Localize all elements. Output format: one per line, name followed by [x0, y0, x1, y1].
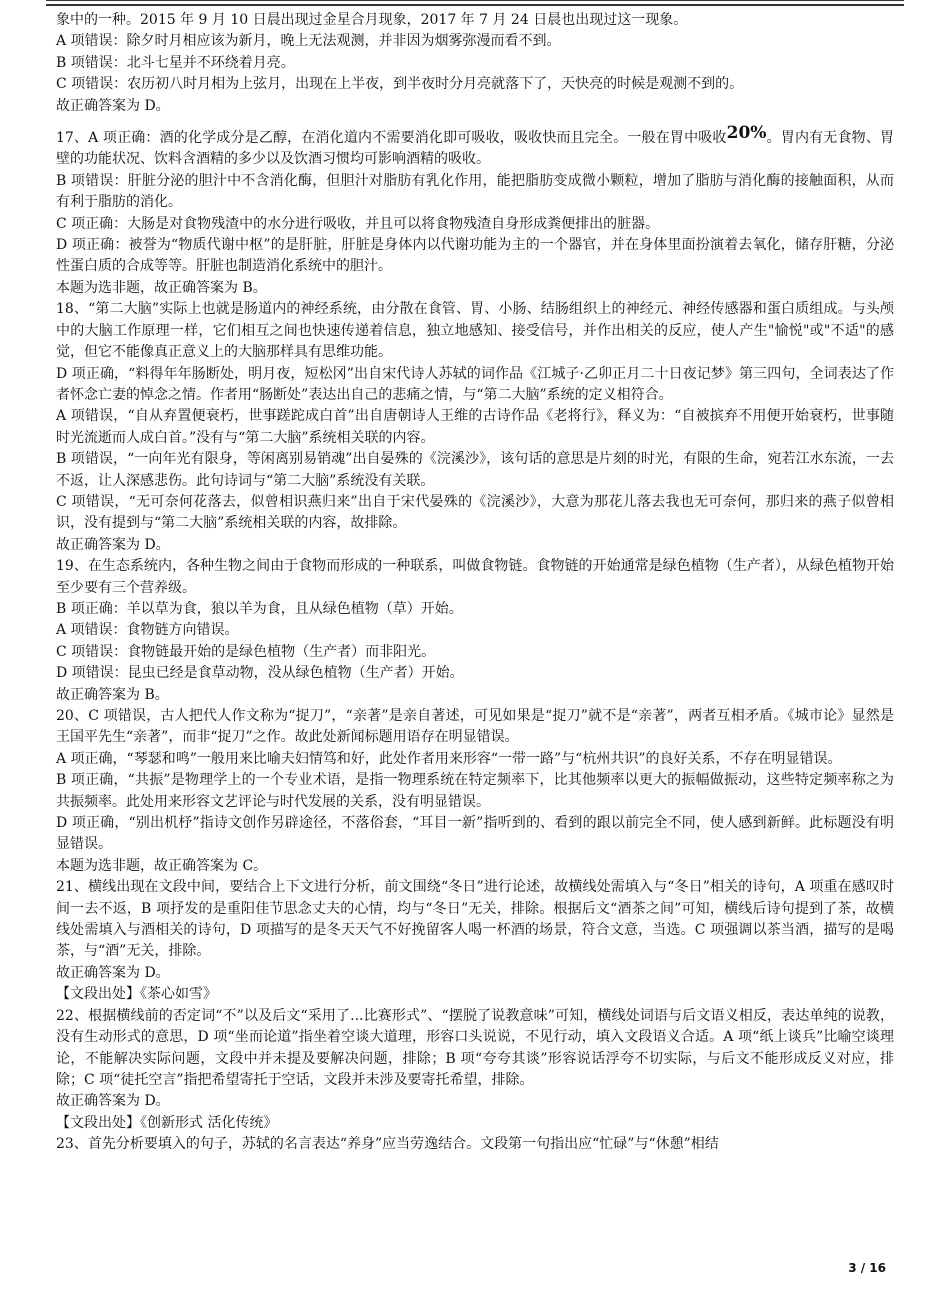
paragraph-text: 22、根据横线前的否定词“不”以及后文“采用了...比赛形式”、“摆脱了说教意味”可知，横线处词语与后文语义相反，表达单纯的说教，没有生动形式的意思，D 项“坐而论道”指坐着空谈大道理，形容口头说说，不见行动，填入文段语义合适。A 项“纸上谈兵”比喻空谈理论，不能解决实际问题，文段中并未提及要解决问题，排除；B 项“夸夸其谈”形容说话浮夸不切实际，与后文不能形成反义对应，排除；C 项“徒托空言”指把希望寄托于空话，文段并未涉及要寄托希望，排除。 — [56, 1007, 894, 1088]
text-paragraph — [56, 214, 894, 235]
paragraph-text: C 项错误，“无可奈何花落去，似曾相识燕归来”出自于宋代晏殊的《浣溪沙》，大意为那花儿落去我也无可奈何，那归来的燕子似曾相识，没有提到与“第二大脑”系统相关联的内容，故排除。 — [56, 493, 894, 532]
paragraph-text: B 项正确，“共振”是物理学上的一个专业术语，是指一物理系统在特定频率下，比其他频率以更大的振幅做振动，这些特定频率称之为共振频率。此处用来形容文艺评论与时代发展的关系，没有明显错误。 — [56, 772, 894, 810]
text-paragraph — [56, 685, 894, 706]
paragraph-text: D 项正确，“料得年年肠断处，明月夜，短松冈”出自宋代诗人苏轼的词作品《江城子·乙卯正月二十日夜记梦》第三四句，全词表达了作者怀念亡妻的悼念之情。作者用“肠断处”表达出自己的悲痛之情，与“第二大脑”系统的定义相符合。 — [56, 365, 894, 403]
paragraph-text: C 项正确：大肠是对食物残渣中的水分进行吸收，并且可以将食物残渣自身形成粪便排出的脏器。 — [56, 215, 660, 232]
paragraph-text: A 项错误，“自从弃置便衰朽，世事蹉跎成白首”出自唐朝诗人王维的古诗作品《老将行》，释义为：“自被摈弃不用便开始衰朽，世事随时光流逝而人成白首。”没有与“第二大脑”系统相关联的内容。 — [56, 408, 894, 446]
text-paragraph — [56, 171, 894, 214]
paragraph-text: A 项错误：食物链方向错误。 — [56, 622, 239, 639]
paragraph-text: B 项错误：肝脏分泌的胆汁中不含消化酶，但胆汁对脂肪有乳化作用，能把脂肪变成微小颗粒，增加了脂肪与消化酶的接触面积，从而有利于脂肪的消化。 — [56, 172, 894, 211]
text-paragraph — [56, 31, 894, 52]
paragraph-text: 【文段出处】《茶心如雪》 — [56, 986, 217, 1003]
page-number: 3 / 16 — [848, 1261, 886, 1275]
text-paragraph — [56, 492, 894, 535]
paragraph-text: C 项错误：农历初八时月相为上弦月，出现在上半夜，到半夜时分月亮就落下了，天快亮的时候是观测不到的。 — [56, 76, 744, 93]
text-paragraph — [56, 770, 894, 813]
header-rule — [46, 0, 904, 6]
paragraph-text: 故正确答案为 D。 — [56, 97, 170, 114]
paragraph-text: C 项错误：食物链最开始的是绿色植物（生产者）而非阳光。 — [56, 643, 436, 660]
text-paragraph — [56, 123, 894, 171]
text-paragraph — [56, 74, 894, 95]
paragraph-text: D 项正确：被誉为“物质代谢中枢”的是肝脏，肝脏是身体内以代谢功能为主的一个器官，并在身体里面扮演着去氧化，储存肝糖，分泌性蛋白质的合成等等。肝脏也制造消化系统中的胆汁。 — [56, 237, 894, 275]
paragraph-text: 19、在生态系统内，各种生物之间由于食物而形成的一种联系，叫做食物链。食物链的开始通常是绿色植物（生产者），从绿色植物开始至少要有三个营养级。 — [56, 558, 894, 596]
text-paragraph — [56, 856, 894, 877]
text-paragraph — [56, 235, 894, 278]
document-body — [56, 10, 894, 1156]
text-paragraph — [56, 406, 894, 449]
paragraph-text: B 项错误，“一向年光有限身，等闲离别易销魂”出自晏殊的《浣溪沙》，该句话的意思是片刻的时光，有限的生命，宛若江水东流，一去不返，让人深感悲伤。此句诗词与“第二大脑”系统没有关联。 — [56, 451, 894, 489]
paragraph-text: D 项正确，“别出机杼”指诗文创作另辟途径，不落俗套，“耳目一新”指听到的、看到的跟以前完全不同，使人感到新鲜。此标题没有明显错误。 — [56, 815, 894, 853]
paragraph-text: 本题为选非题，故正确答案为 C。 — [56, 857, 268, 874]
text-paragraph — [56, 620, 894, 641]
paragraph-text: D 项错误：昆虫已经是食草动物，没从绿色植物（生产者）开始。 — [56, 665, 464, 682]
paragraph-text: 【文段出处】《创新形式 活化传统》 — [56, 1114, 278, 1131]
text-paragraph — [56, 556, 894, 599]
text-paragraph — [56, 1091, 894, 1112]
paragraph-text: 17、A 项正确：酒的化学成分是乙醇，在消化道内不需要消化即可吸收，吸收快而且完全。一般在胃中吸收 — [56, 130, 727, 147]
paragraph-text: A 项正确，“琴瑟和鸣”一般用来比喻夫妇情笃和好，此处作者用来形容“一带一路”与“杭州共识”的良好关系，不存在明显错误。 — [56, 750, 842, 767]
text-paragraph — [56, 53, 894, 74]
paragraph-text: 本题为选非题，故正确答案为 B。 — [56, 279, 267, 296]
text-paragraph — [56, 642, 894, 663]
text-paragraph — [56, 364, 894, 407]
paragraph-text: 故正确答案为 D。 — [56, 536, 170, 553]
paragraph-text-continued: 。胃内有无食物、胃壁的功能状况、饮料含酒精的多少以及饮酒习惯均可影响酒精的吸收。 — [56, 130, 894, 168]
text-paragraph — [56, 299, 894, 363]
paragraph-text: 20、C 项错误，古人把代人作文称为“捉刀”，“亲著”是亲自著述，可见如果是“捉刀”就不是“亲著”，两者互相矛盾。《城市论》显然是王国平先生“亲著”，而非“捉刀”之作。故此处新闻标题用语存在明显错误。 — [56, 708, 894, 746]
text-paragraph — [56, 877, 894, 963]
paragraph-text: A 项错误：除夕时月相应该为新月，晚上无法观测，并非因为烟雾弥漫而看不到。 — [56, 33, 561, 50]
paragraph-text: B 项正确：羊以草为食，狼以羊为食，且从绿色植物（草）开始。 — [56, 600, 463, 617]
paragraph-text: 23、首先分析要填入的句子，苏轼的名言表达“养身”应当劳逸结合。文段第一句指出应“忙碌”与“休憩”相结 — [56, 1136, 719, 1153]
text-paragraph — [56, 599, 894, 620]
paragraph-text: B 项错误：北斗七星并不环绕着月亮。 — [56, 54, 295, 71]
text-paragraph — [56, 749, 894, 770]
text-paragraph — [56, 984, 894, 1005]
paragraph-text: 18、“第二大脑”实际上也就是肠道内的神经系统，由分散在食管、胃、小肠、结肠组织上的神经元、神经传感器和蛋白质组成。与头颅中的大脑工作原理一样，它们相互之间也快速传递着信息，独立地感知、接受信号，并作出相关的反应，使人产生"愉悦"或"不适"的感觉，但它不能像真正意义上的大脑那样具有思维功能。 — [56, 301, 894, 361]
text-paragraph — [56, 963, 894, 984]
paragraph-text: 故正确答案为 D。 — [56, 964, 170, 981]
text-paragraph — [56, 535, 894, 556]
text-paragraph — [56, 10, 894, 31]
text-paragraph — [56, 1006, 894, 1092]
percent-formula: 20% — [726, 123, 767, 144]
paragraph-text: 21、横线出现在文段中间，要结合上下文进行分析，前文围绕“冬日”进行论述，故横线处需填入与“冬日”相关的诗句，A 项重在感叹时间一去不返，B 项抒发的是重阳佳节思念丈夫的心情，均与“冬日”无关，排除。根据后文“酒茶之间”可知，横线后诗句提到了茶，故横线处需填入与酒相关的诗句，D 项描写的是冬天天气不好挽留客人喝一杯酒的场景，符合文意，当选。C 项强调以茶当酒，描写的是喝茶，与“酒”无关，排除。 — [56, 879, 894, 960]
paragraph-text: 故正确答案为 D。 — [56, 1093, 170, 1110]
text-paragraph — [56, 663, 894, 684]
text-paragraph — [56, 1113, 894, 1134]
text-paragraph — [56, 96, 894, 117]
text-paragraph — [56, 449, 894, 492]
text-paragraph — [56, 1134, 894, 1155]
paragraph-text: 象中的一种。2015 年 9 月 10 日晨出现过金星合月现象，2017 年 7 月 24 日晨也出现过这一现象。 — [56, 12, 688, 28]
paragraph-text: 故正确答案为 B。 — [56, 686, 169, 703]
text-paragraph — [56, 813, 894, 856]
text-paragraph — [56, 278, 894, 299]
text-paragraph — [56, 706, 894, 749]
